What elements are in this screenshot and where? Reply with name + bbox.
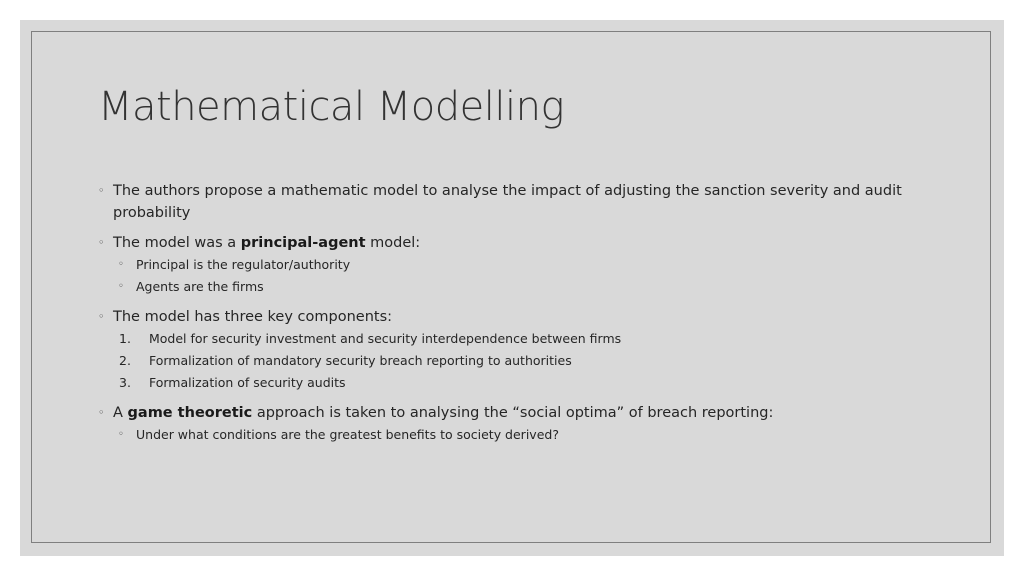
- hollow-bullet-icon: ◦: [98, 184, 105, 197]
- bullet-text-after: model:: [365, 235, 421, 251]
- slide: [20, 20, 1004, 556]
- bullet-text-after: approach is taken to analysing the “social optima” of breach reporting:: [252, 405, 774, 421]
- hollow-bullet-icon: ◦: [118, 429, 124, 440]
- bullet-point: [98, 402, 938, 424]
- bullet-text-before: A: [113, 405, 128, 421]
- sub-bullet-point: [98, 254, 938, 276]
- hollow-bullet-icon: ◦: [98, 236, 105, 249]
- bullet-text-before: The model was a: [113, 235, 241, 251]
- sub-bullet-point: [98, 276, 938, 298]
- bullet-point: [98, 232, 938, 254]
- hollow-bullet-icon: ◦: [98, 310, 105, 323]
- item-number: 1.: [119, 331, 131, 346]
- bullet-text: The authors propose a mathematic model to analyse the impact of adjusting the sanction severity and audit probability: [113, 183, 902, 221]
- slide-title: Mathematical Modelling: [98, 84, 564, 130]
- bullet-point: [98, 180, 938, 224]
- numbered-item: [98, 350, 938, 372]
- sub-bullet-text: Agents are the firms: [136, 279, 264, 294]
- numbered-item: [98, 372, 938, 394]
- sub-bullet-text: Under what conditions are the greatest benefits to society derived?: [136, 427, 559, 442]
- numbered-item-text: Formalization of mandatory security breach reporting to authorities: [149, 353, 572, 368]
- numbered-item: [98, 328, 938, 350]
- slide-content: [98, 180, 938, 446]
- bullet-text-bold: game theoretic: [127, 405, 253, 421]
- sub-bullet-point: [98, 424, 938, 446]
- item-number: 2.: [119, 353, 131, 368]
- bullet-point: [98, 306, 938, 328]
- sub-bullet-text: Principal is the regulator/authority: [136, 257, 351, 272]
- bullet-text: The model has three key components:: [113, 309, 393, 325]
- item-number: 3.: [119, 375, 131, 390]
- numbered-item-text: Formalization of security audits: [149, 375, 346, 390]
- numbered-item-text: Model for security investment and security interdependence between firms: [149, 331, 622, 346]
- hollow-bullet-icon: ◦: [118, 281, 124, 292]
- hollow-bullet-icon: ◦: [118, 259, 124, 270]
- hollow-bullet-icon: ◦: [98, 406, 105, 419]
- bullet-text-bold: principal-agent: [240, 235, 366, 251]
